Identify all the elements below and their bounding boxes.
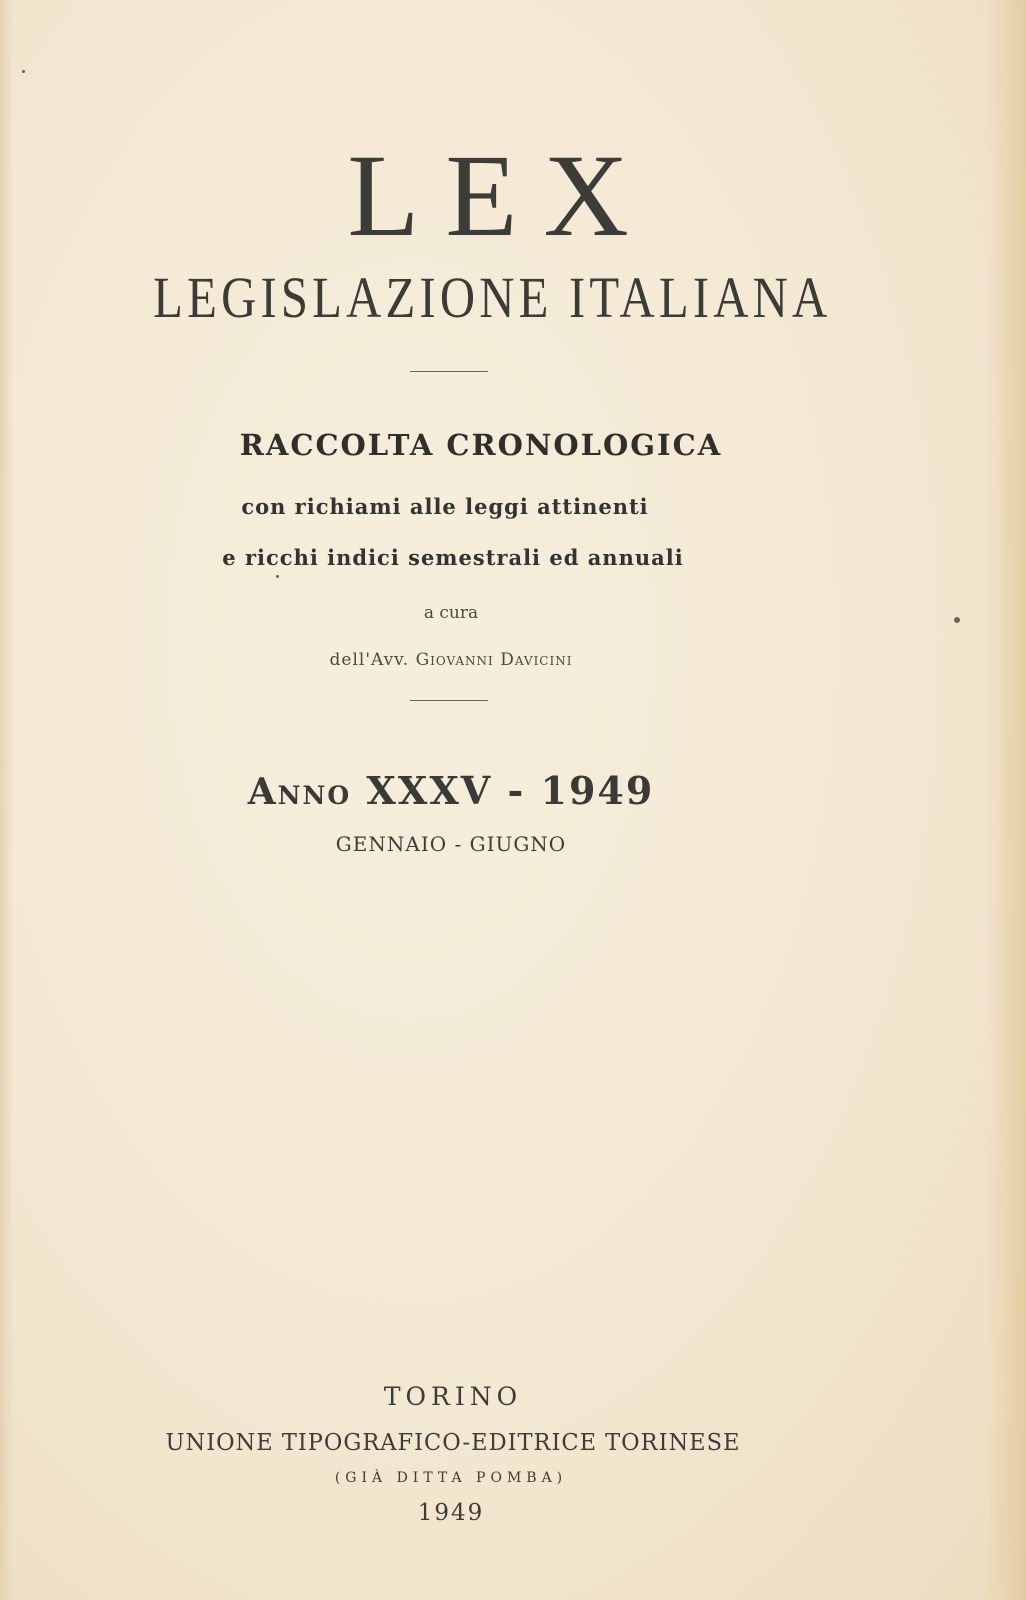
volume-period: GENNAIO - GIUGNO bbox=[335, 832, 567, 856]
paper-speck bbox=[954, 617, 960, 623]
publication-year: 1949 bbox=[417, 1500, 485, 1526]
volume-number: XXXV - 1949 bbox=[366, 768, 655, 813]
editor-prefix: dell'Avv. bbox=[329, 650, 410, 670]
collection-heading: RACCOLTA CRONOLOGICA bbox=[239, 428, 723, 462]
editor-name: Giovanni Davicini bbox=[415, 650, 573, 670]
volume-designation bbox=[0, 768, 964, 813]
divider-rule-middle bbox=[410, 700, 488, 701]
journal-title: LEX bbox=[347, 130, 655, 261]
divider-rule-top bbox=[410, 371, 488, 372]
publisher-name: UNIONE TIPOGRAFICO-EDITRICE TORINESE bbox=[165, 1430, 741, 1456]
description-line-2: e ricchi indici semestrali ed annuali bbox=[222, 545, 684, 570]
publication-city: TORINO bbox=[383, 1382, 523, 1411]
editor-credit bbox=[0, 650, 964, 670]
publisher-formerly: (GIÀ DITTA POMBA) bbox=[334, 1470, 568, 1486]
paper-speck bbox=[22, 70, 25, 73]
volume-label: Anno bbox=[247, 771, 352, 813]
description-line-1: con richiami alle leggi attinenti bbox=[241, 494, 649, 519]
journal-subtitle: LEGISLAZIONE ITALIANA bbox=[153, 265, 832, 330]
editor-intro: a cura bbox=[423, 603, 479, 623]
paper-speck bbox=[276, 575, 279, 578]
